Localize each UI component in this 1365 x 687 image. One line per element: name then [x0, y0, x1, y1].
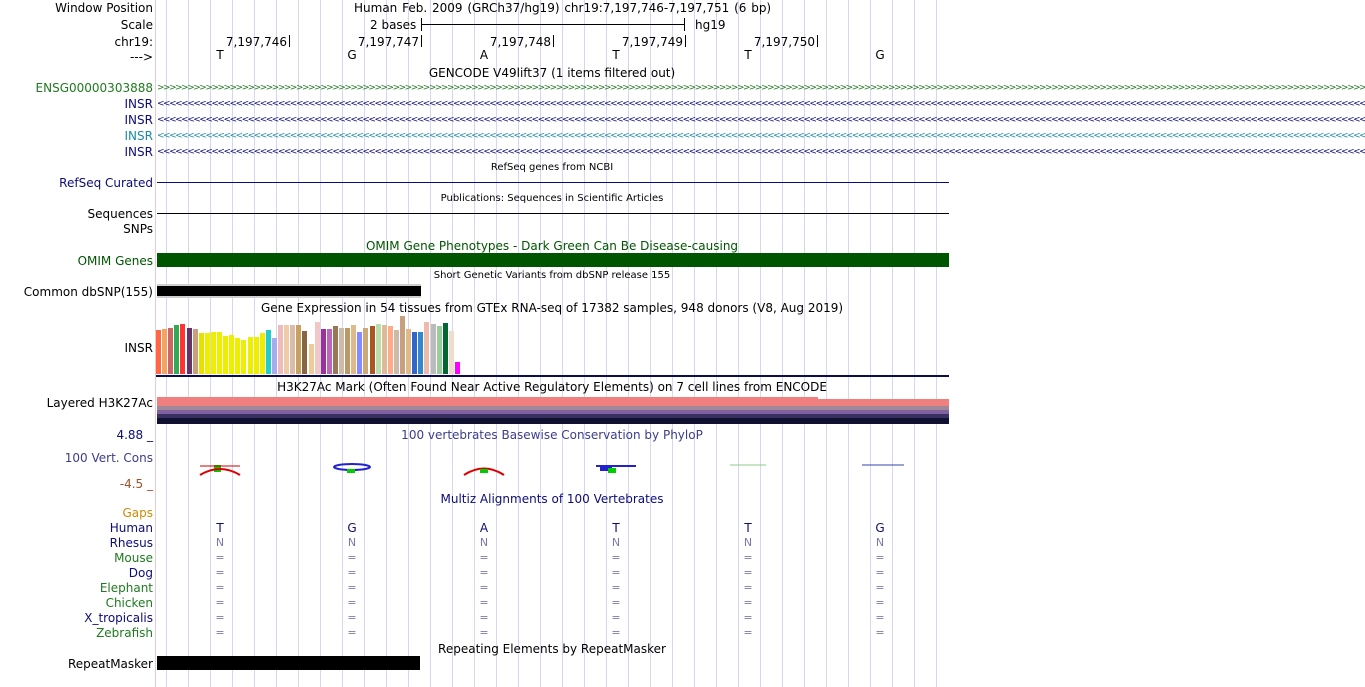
ruler-position-label: 7,197,749	[621, 35, 683, 49]
h3k27ac-track-label[interactable]: Layered H3K27Ac	[46, 396, 153, 410]
repeatmasker-track-label[interactable]: RepeatMasker	[67, 657, 153, 671]
gencode-transcript-feature[interactable]: <<<<<<<<<<<<<<<<<<<<<<<<<<<<<<<<<<<<<<<<<<<<<<<<<<<<<<<<<<<<<<<<<<<<<<<<<<<<<<<<<<<<<<<<<<<<<<<<<<<<<<<<<<<<<<<<<<<<<<<<<<<<<<<<<<<<<<<<<<<<<<<<<<<<<<<<<<<<<<<<<<<<<<<<<<<<<<<<<<<<<<<<<<<<<<<<<<<<<<<<	[157, 99, 1365, 109]
gencode-transcript-feature[interactable]: <<<<<<<<<<<<<<<<<<<<<<<<<<<<<<<<<<<<<<<<<<<<<<<<<<<<<<<<<<<<<<<<<<<<<<<<<<<<<<<<<<<<<<<<<<<<<<<<<<<<<<<<<<<<<<<<<<<<<<<<<<<<<<<<<<<<<<<<<<<<<<<<<<<<<<<<<<<<<<<<<<<<<<<<<<<<<<<<<<<<<<<<<<<<<<<<<<<<<<<<	[157, 115, 1365, 125]
ruler-position-label: 7,197,750	[753, 35, 815, 49]
multiz-aligned-base: =	[347, 581, 357, 594]
scale-assembly: hg19	[695, 18, 726, 32]
multiz-aligned-base: T	[612, 521, 620, 535]
multiz-aligned-base: =	[611, 581, 621, 594]
logo-base-1	[200, 465, 240, 475]
gencode-track-title[interactable]: GENCODE V49lift37 (1 items filtered out)	[428, 66, 676, 80]
multiz-aligned-base: =	[347, 611, 357, 624]
ruler-tick	[685, 35, 686, 47]
multiz-aligned-base: =	[743, 626, 753, 639]
dbsnp-track-label[interactable]: Common dbSNP(155)	[23, 285, 153, 299]
multiz-aligned-base: =	[215, 596, 225, 609]
multiz-aligned-base: =	[611, 566, 621, 579]
gencode-row-label[interactable]: INSR	[124, 97, 153, 111]
reference-base: T	[612, 48, 620, 62]
reference-base: T	[744, 48, 752, 62]
scale-value: 2 bases	[370, 18, 417, 32]
ruler-position-label: 7,197,748	[489, 35, 551, 49]
phylop-max-label: 4.88 _	[116, 428, 153, 442]
strand-label: --->	[129, 50, 153, 64]
reference-base: T	[216, 48, 224, 62]
h3k27ac-track-title[interactable]: H3K27Ac Mark (Often Found Near Active Regulatory Elements) on 7 cell lines from ENCODE	[277, 380, 827, 394]
publications-track-label[interactable]: Sequences	[87, 207, 153, 221]
multiz-aligned-base: N	[743, 536, 753, 549]
multiz-aligned-base: N	[215, 536, 225, 549]
chrom-label: chr19:	[114, 35, 153, 49]
omim-track-label[interactable]: OMIM Genes	[77, 254, 153, 268]
multiz-species-label[interactable]: Elephant	[99, 581, 153, 595]
multiz-aligned-base: =	[479, 611, 489, 624]
ruler-tick	[289, 35, 290, 47]
repeatmasker-track-title[interactable]: Repeating Elements by RepeatMasker	[438, 642, 666, 656]
gtex-track-label[interactable]: INSR	[124, 341, 153, 355]
multiz-aligned-base: G	[347, 521, 357, 535]
gtex-track-title[interactable]: Gene Expression in 54 tissues from GTEx RNA-seq of 17382 samples, 948 donors (V8, Aug 2019)	[260, 301, 844, 315]
multiz-aligned-base: =	[215, 581, 225, 594]
multiz-aligned-base: =	[611, 626, 621, 639]
logo-base-2	[334, 464, 370, 473]
multiz-aligned-base: =	[875, 626, 885, 639]
multiz-aligned-base: =	[611, 611, 621, 624]
ruler-tick	[817, 35, 818, 47]
multiz-aligned-base: =	[479, 626, 489, 639]
omim-track-title[interactable]: OMIM Gene Phenotypes - Dark Green Can Be Disease-causing	[365, 239, 739, 253]
multiz-aligned-base: N	[347, 536, 357, 549]
reference-base: G	[875, 48, 885, 62]
multiz-aligned-base: =	[611, 551, 621, 564]
window-position-value: Human Feb. 2009 (GRCh37/hg19) chr19:7,197,746-7,197,751 (6 bp)	[354, 1, 772, 15]
multiz-aligned-base: =	[875, 611, 885, 624]
multiz-aligned-base: =	[215, 626, 225, 639]
gencode-row-label[interactable]: ENSG00000303888	[35, 81, 153, 95]
reference-base: G	[347, 48, 357, 62]
multiz-aligned-base: N	[611, 536, 621, 549]
multiz-aligned-base: G	[875, 521, 885, 535]
refseq-track-label[interactable]: RefSeq Curated	[59, 176, 153, 190]
phylop-track-title[interactable]: 100 vertebrates Basewise Conservation by PhyloP	[401, 428, 703, 442]
multiz-aligned-base: N	[479, 536, 489, 549]
gencode-transcript-feature[interactable]: <<<<<<<<<<<<<<<<<<<<<<<<<<<<<<<<<<<<<<<<<<<<<<<<<<<<<<<<<<<<<<<<<<<<<<<<<<<<<<<<<<<<<<<<<<<<<<<<<<<<<<<<<<<<<<<<<<<<<<<<<<<<<<<<<<<<<<<<<<<<<<<<<<<<<<<<<<<<<<<<<<<<<<<<<<<<<<<<<<<<<<<<<<<<<<<<<<<<<<<<	[157, 131, 1365, 141]
multiz-aligned-base: =	[875, 596, 885, 609]
scale-label: Scale	[120, 18, 153, 32]
ruler-tick	[553, 35, 554, 47]
gencode-transcript-feature[interactable]: <<<<<<<<<<<<<<<<<<<<<<<<<<<<<<<<<<<<<<<<<<<<<<<<<<<<<<<<<<<<<<<<<<<<<<<<<<<<<<<<<<<<<<<<<<<<<<<<<<<<<<<<<<<<<<<<<<<<<<<<<<<<<<<<<<<<<<<<<<<<<<<<<<<<<<<<<<<<<<<<<<<<<<<<<<<<<<<<<<<<<<<<<<<<<<<<<<<<<<<<	[157, 147, 1365, 157]
publications-track-title[interactable]: Publications: Sequences in Scientific Articles	[440, 193, 664, 204]
multiz-species-label[interactable]: Dog	[128, 566, 153, 580]
multiz-aligned-base: T	[744, 521, 752, 535]
multiz-aligned-base: =	[347, 596, 357, 609]
refseq-track-title[interactable]: RefSeq genes from NCBI	[490, 162, 614, 173]
multiz-aligned-base: =	[215, 566, 225, 579]
multiz-aligned-base: N	[875, 536, 885, 549]
multiz-aligned-base: =	[743, 581, 753, 594]
multiz-aligned-base: =	[479, 581, 489, 594]
multiz-aligned-base: =	[215, 611, 225, 624]
multiz-species-label[interactable]: Chicken	[105, 596, 153, 610]
multiz-aligned-base: =	[479, 596, 489, 609]
multiz-aligned-base: =	[743, 551, 753, 564]
multiz-aligned-base: =	[875, 566, 885, 579]
multiz-aligned-base: =	[347, 551, 357, 564]
multiz-track-title[interactable]: Multiz Alignments of 100 Vertebrates	[440, 492, 664, 506]
dbsnp-track-title[interactable]: Short Genetic Variants from dbSNP release 155	[433, 270, 671, 281]
snps-track-label[interactable]: SNPs	[123, 222, 153, 236]
multiz-species-label[interactable]: Mouse	[114, 551, 153, 565]
phylop-min-label: -4.5 _	[119, 477, 153, 491]
gencode-row-label[interactable]: INSR	[124, 145, 153, 159]
window-position-label: Window Position	[55, 1, 153, 15]
ruler-position-label: 7,197,747	[357, 35, 419, 49]
multiz-aligned-base: =	[611, 596, 621, 609]
multiz-aligned-base: T	[216, 521, 224, 535]
multiz-aligned-base: =	[479, 551, 489, 564]
logo-base-3	[464, 469, 504, 476]
phylop-track-label[interactable]: 100 Vert. Cons	[64, 451, 153, 465]
multiz-aligned-base: =	[743, 611, 753, 624]
gencode-row-label[interactable]: INSR	[124, 129, 153, 143]
reference-base: A	[479, 48, 489, 62]
ruler-position-label: 7,197,746	[225, 35, 287, 49]
multiz-aligned-base: =	[743, 566, 753, 579]
multiz-aligned-base: =	[347, 566, 357, 579]
multiz-aligned-base: =	[479, 566, 489, 579]
multiz-species-label[interactable]: Zebrafish	[96, 626, 153, 640]
gencode-row-label[interactable]: INSR	[124, 113, 153, 127]
multiz-species-label[interactable]: X_tropicalis	[84, 611, 153, 625]
multiz-aligned-base: =	[875, 551, 885, 564]
gencode-transcript-feature[interactable]: >>>>>>>>>>>>>>>>>>>>>>>>>>>>>>>>>>>>>>>>>>>>>>>>>>>>>>>>>>>>>>>>>>>>>>>>>>>>>>>>>>>>>>>>>>>>>>>>>>>>>>>>>>>>>>>>>>>>>>>>>>>>>>>>>>>>>>>>>>>>>>>>>>>>>>>>>>>>>>>>>>>>>>>>>>>>>>>>>>>>>>>>>>>>>>>>>>>>>>>>	[157, 83, 1365, 93]
repeatmasker-feature[interactable]	[157, 656, 420, 670]
multiz-species-label[interactable]: Human	[109, 521, 153, 535]
multiz-aligned-base: A	[479, 521, 489, 535]
multiz-aligned-base: =	[215, 551, 225, 564]
logo-base-4	[596, 466, 636, 473]
multiz-aligned-base: =	[347, 626, 357, 639]
ruler-tick	[421, 35, 422, 47]
multiz-aligned-base: =	[743, 596, 753, 609]
multiz-gaps-label: Gaps	[122, 506, 153, 520]
multiz-species-label[interactable]: Rhesus	[109, 536, 153, 550]
multiz-aligned-base: =	[875, 581, 885, 594]
